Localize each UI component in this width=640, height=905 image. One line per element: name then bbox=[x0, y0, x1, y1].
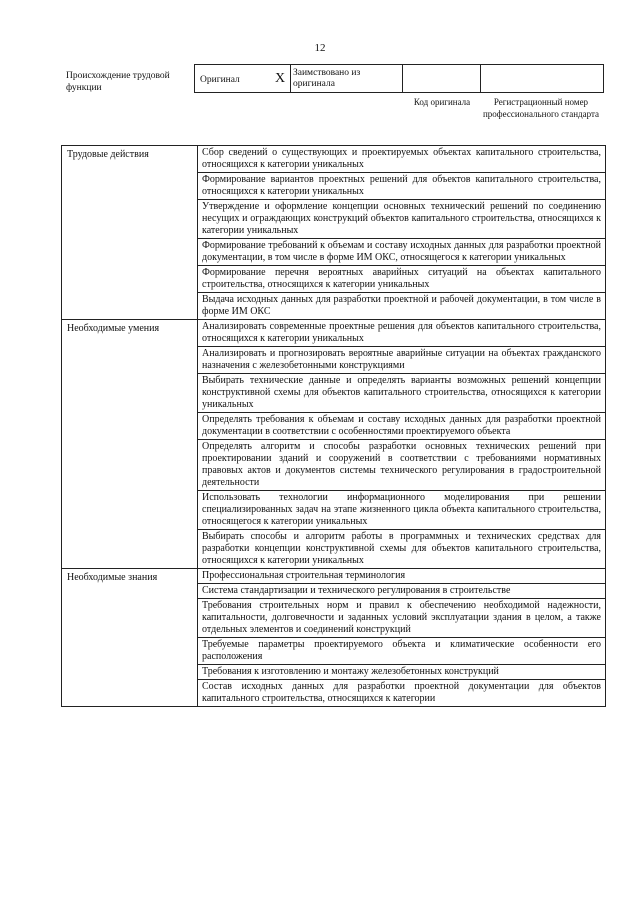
original-cell bbox=[195, 65, 291, 92]
original-mark: X bbox=[275, 71, 286, 86]
table-row: Определять требования к объемам и составу исходных данных для разработки проектной документации в соответствии с особенностями проектируемого объекта bbox=[198, 413, 605, 440]
origin-label: Происхождение трудовой функции bbox=[66, 71, 170, 93]
table-row: Требования строительных норм и правил к обеспечению необходимой надежности, капитальности, долговечности и заданных условий эксплуатации здания в целом, а также отдельных элементов и соединений конструкций bbox=[198, 599, 605, 638]
table-row: Выдача исходных данных для разработки проектной и рабочей документации, в том числе в форме ИМ ОКС bbox=[202, 294, 601, 317]
section-label: Трудовые действия bbox=[62, 146, 198, 319]
table-row: Использовать технологии информационного моделирования при решении специализированных задач на этапе жизненного цикла объекта капитального строительства, относящегося к категории уникальных bbox=[198, 491, 605, 530]
code-caption: Код оригинала bbox=[413, 97, 471, 107]
page-number: 12 bbox=[314, 42, 326, 54]
table-row: Требования к изготовлению и монтажу железобетонных конструкций bbox=[198, 665, 605, 680]
borrowed-cell: Заимствовано из оригинала bbox=[291, 65, 403, 92]
section-items bbox=[198, 320, 605, 568]
section-label: Необходимые умения bbox=[62, 320, 198, 568]
table-row: Формирование требований к объемам и составу исходных данных для разработки проектной документации, в том числе в форме ИМ ОКС, относящегося к категории уникальных bbox=[198, 239, 605, 266]
section-labor-actions bbox=[62, 146, 605, 320]
table-row: Выбирать технические данные и определять варианты возможных решений концепции конструктивной схемы для объектов капитального строительства, относящихся к категории уникальных bbox=[198, 374, 605, 413]
section-required-skills bbox=[62, 320, 605, 569]
section-items bbox=[198, 146, 605, 319]
section-label: Необходимые знания bbox=[62, 569, 198, 706]
table-row: Состав исходных данных для разработки проектной документации для объектов капитального строительства, относящихся к категории bbox=[202, 681, 601, 704]
table-row: Утверждение и оформление концепции основных технический решений по соединению несущих и ограждающих конструкций объектов капитального строительства, относящихся к категории уникальных bbox=[198, 200, 605, 239]
table-row: Система стандартизации и технического регулирования в строительстве bbox=[198, 584, 605, 599]
table-row: Формирование вариантов проектных решений для объектов капитального строительства, относящихся к категории уникальных bbox=[198, 173, 605, 200]
table-row: Профессиональная строительная терминология bbox=[198, 569, 605, 584]
table-row: Анализировать и прогнозировать вероятные аварийные ситуации на объектах гражданского назначения с железобетонными конструкциями bbox=[198, 347, 605, 374]
table-row: Выбирать способы и алгоритм работы в программных и технических средствах для разработки концепции конструктивной схемы для объектов капитального строительства, относящихся к категории уникальных bbox=[202, 531, 601, 566]
reg-number-caption: Регистрационный номер профессионального стандарта bbox=[482, 97, 600, 119]
origin-table bbox=[194, 64, 604, 93]
table-row: Сбор сведений о существующих и проектируемых объектах капитального строительства, относящихся к категории уникальных bbox=[198, 146, 605, 173]
table-row: Определять алгоритм и способы разработки основных технических решений при проектировании зданий и сооружений в соответствии с требованиями нормативных правовых актов и документов системы технического регулирования в градостроительной деятельности bbox=[198, 440, 605, 491]
table-row: Анализировать современные проектные решения для объектов капитального строительства, относящихся к категории уникальных bbox=[198, 320, 605, 347]
section-items bbox=[198, 569, 605, 706]
original-label: Оригинал bbox=[200, 75, 240, 85]
table-row: Формирование перечня вероятных аварийных ситуаций на объектах капитального строительства, относящихся к категории уникальных bbox=[198, 266, 605, 293]
code-cell bbox=[403, 65, 481, 92]
reg-number-cell bbox=[481, 65, 603, 92]
function-table bbox=[61, 145, 606, 707]
section-required-knowledge bbox=[62, 569, 605, 706]
table-row: Требуемые параметры проектируемого объекта и климатические особенности его расположения bbox=[198, 638, 605, 665]
